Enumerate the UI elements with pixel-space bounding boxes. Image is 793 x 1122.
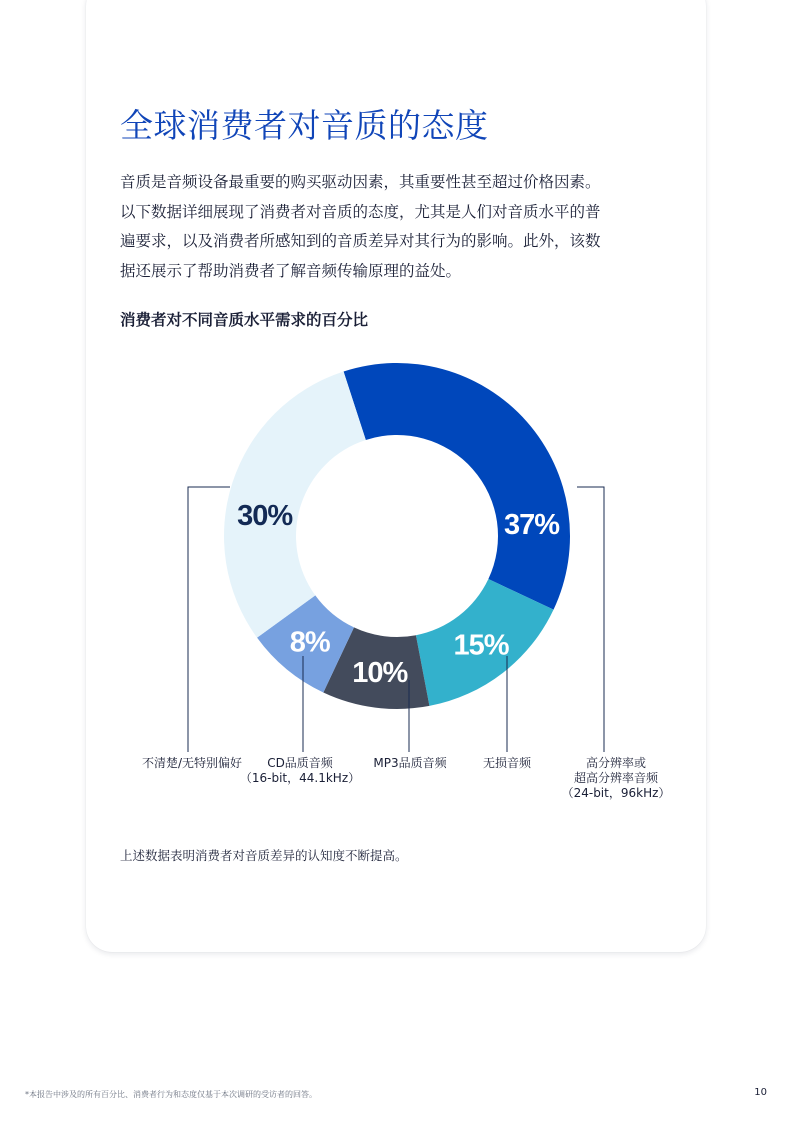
category-label-line: 超高分辨率音频 <box>573 771 658 785</box>
slice-percent-label-lossless: 15% <box>453 629 509 662</box>
category-label-line: CD品质音频 <box>267 756 333 770</box>
summary-note: 上述数据表明消费者对音质差异的认知度不断提高。 <box>120 848 408 863</box>
category-label-hires <box>562 756 671 801</box>
intro-line: 以下数据详细展现了消费者对音质的态度，尤其是人们对音质水平的普 <box>120 202 601 221</box>
category-label-cd <box>240 756 360 786</box>
slice-percent-label-hires: 37% <box>503 509 560 542</box>
category-label-unsure <box>142 756 242 771</box>
footnote: *本报告中涉及的所有百分比、消费者行为和态度仅基于本次调研的受访者的回答。 <box>25 1090 317 1099</box>
category-label-lossless <box>483 756 531 771</box>
leader-line-hires <box>577 487 604 752</box>
category-label-line: 无损音频 <box>482 756 532 770</box>
page-number: 10 <box>754 1087 767 1098</box>
chart-title: 消费者对不同音质水平需求的百分比 <box>120 311 369 329</box>
intro-line: 据还展示了帮助消费者了解音频传输原理的益处。 <box>120 261 462 280</box>
intro-line: 音质是音频设备最重要的购买驱动因素，其重要性甚至超过价格因素。 <box>120 173 601 191</box>
category-label-line: （16-bit，44.1kHz） <box>239 771 361 785</box>
slice-percent-label-unsure: 30% <box>237 500 293 533</box>
intro-line: 遍要求，以及消费者所感知到的音质差异对其行为的影响。此外，该数 <box>120 232 601 250</box>
donut-slice-hires <box>344 363 570 610</box>
category-label-line: 不清楚/无特别偏好 <box>141 756 243 770</box>
slice-percent-label-mp3: 10% <box>352 656 408 689</box>
leader-line-unsure <box>188 487 230 752</box>
category-label-line: （24-bit，96kHz） <box>561 786 671 800</box>
category-label-line: MP3品质音频 <box>373 756 447 770</box>
category-label-line: 高分辨率或 <box>585 756 646 770</box>
category-label-mp3 <box>373 756 446 771</box>
page-title: 全球消费者对音质的态度 <box>120 106 489 145</box>
slice-percent-label-cd: 8% <box>289 626 330 659</box>
